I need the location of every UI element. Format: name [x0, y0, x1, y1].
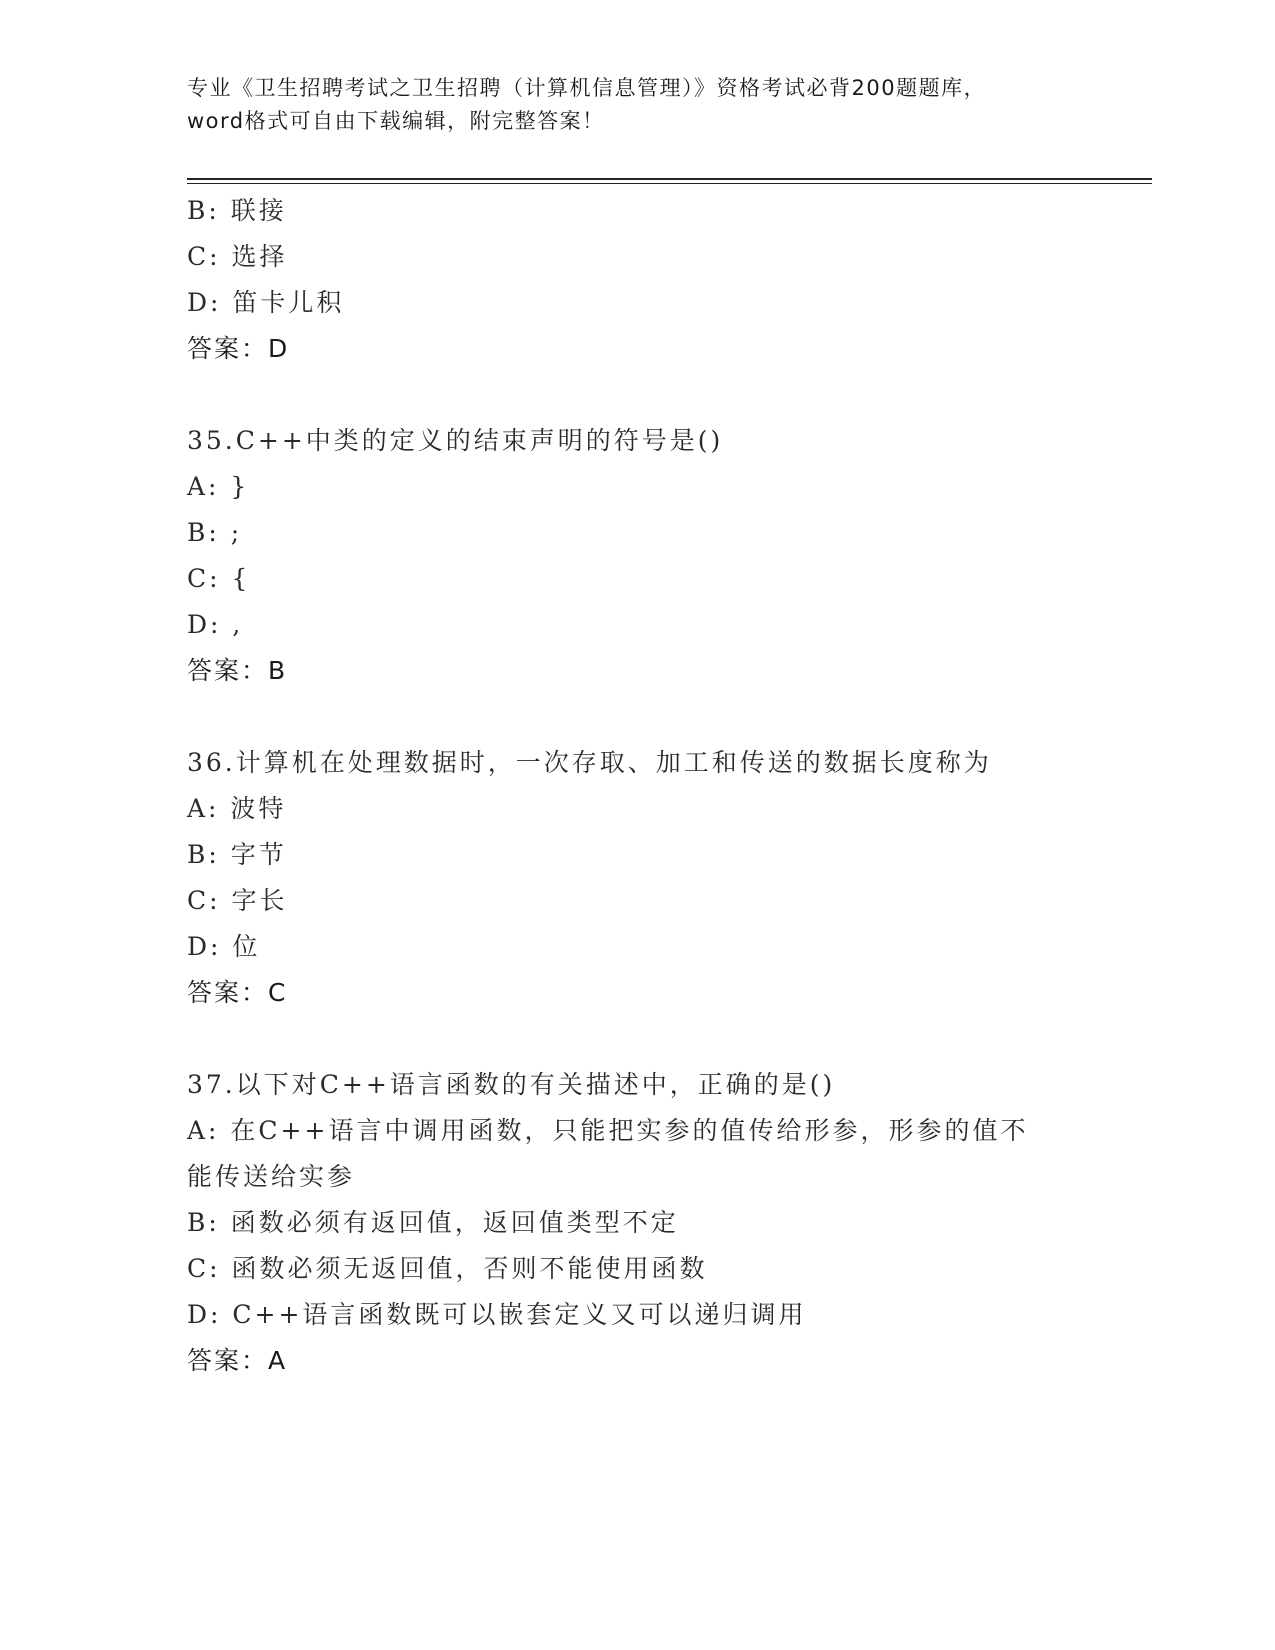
option-a: A: 在C++语言中调用函数，只能把实参的值传给形参，形参的值不能传送给实参 [187, 1116, 1029, 1191]
answer: 答案：C [187, 978, 288, 1007]
question-text: 36.计算机在处理数据时，一次存取、加工和传送的数据长度称为 [187, 748, 992, 777]
option-b: B: 联接 [187, 196, 287, 225]
question-36 [187, 740, 1087, 1016]
question-37 [187, 1062, 1087, 1384]
option-b: B: 字节 [187, 840, 287, 869]
question-list [187, 188, 1087, 1384]
option-c: C: { [187, 564, 251, 593]
option-d: D: C++语言函数既可以嵌套定义又可以递归调用 [187, 1300, 807, 1329]
header-line-2: word格式可自由下载编辑，附完整答案！ [187, 109, 605, 133]
header-divider-thick [187, 178, 1152, 180]
spacer [187, 1016, 1087, 1062]
question-text: 35.C++中类的定义的结束声明的符号是() [187, 426, 724, 455]
option-b: B: 函数必须有返回值，返回值类型不定 [187, 1208, 679, 1237]
spacer [187, 694, 1087, 740]
header-line-1: 专业《卫生招聘考试之卫生招聘（计算机信息管理）》资格考试必背200题题库， [187, 76, 987, 100]
question-35 [187, 418, 1087, 694]
option-d: D: , [187, 610, 244, 639]
question-text: 37.以下对C++语言函数的有关描述中，正确的是() [187, 1070, 836, 1099]
option-d: D: 位 [187, 932, 261, 961]
option-c: C: 字长 [187, 886, 288, 915]
option-b: B: ; [187, 518, 243, 547]
option-c: C: 函数必须无返回值，否则不能使用函数 [187, 1254, 708, 1283]
option-a: A: } [187, 472, 250, 501]
option-a: A: 波特 [187, 794, 287, 823]
answer: 答案：A [187, 1346, 288, 1375]
question-34-continued [187, 188, 1087, 372]
document-header [187, 72, 1087, 138]
header-divider-thin [187, 183, 1152, 184]
answer: 答案：B [187, 656, 288, 685]
answer: 答案：D [187, 334, 290, 363]
option-d: D: 笛卡儿积 [187, 288, 345, 317]
option-c: C: 选择 [187, 242, 288, 271]
spacer [187, 372, 1087, 418]
